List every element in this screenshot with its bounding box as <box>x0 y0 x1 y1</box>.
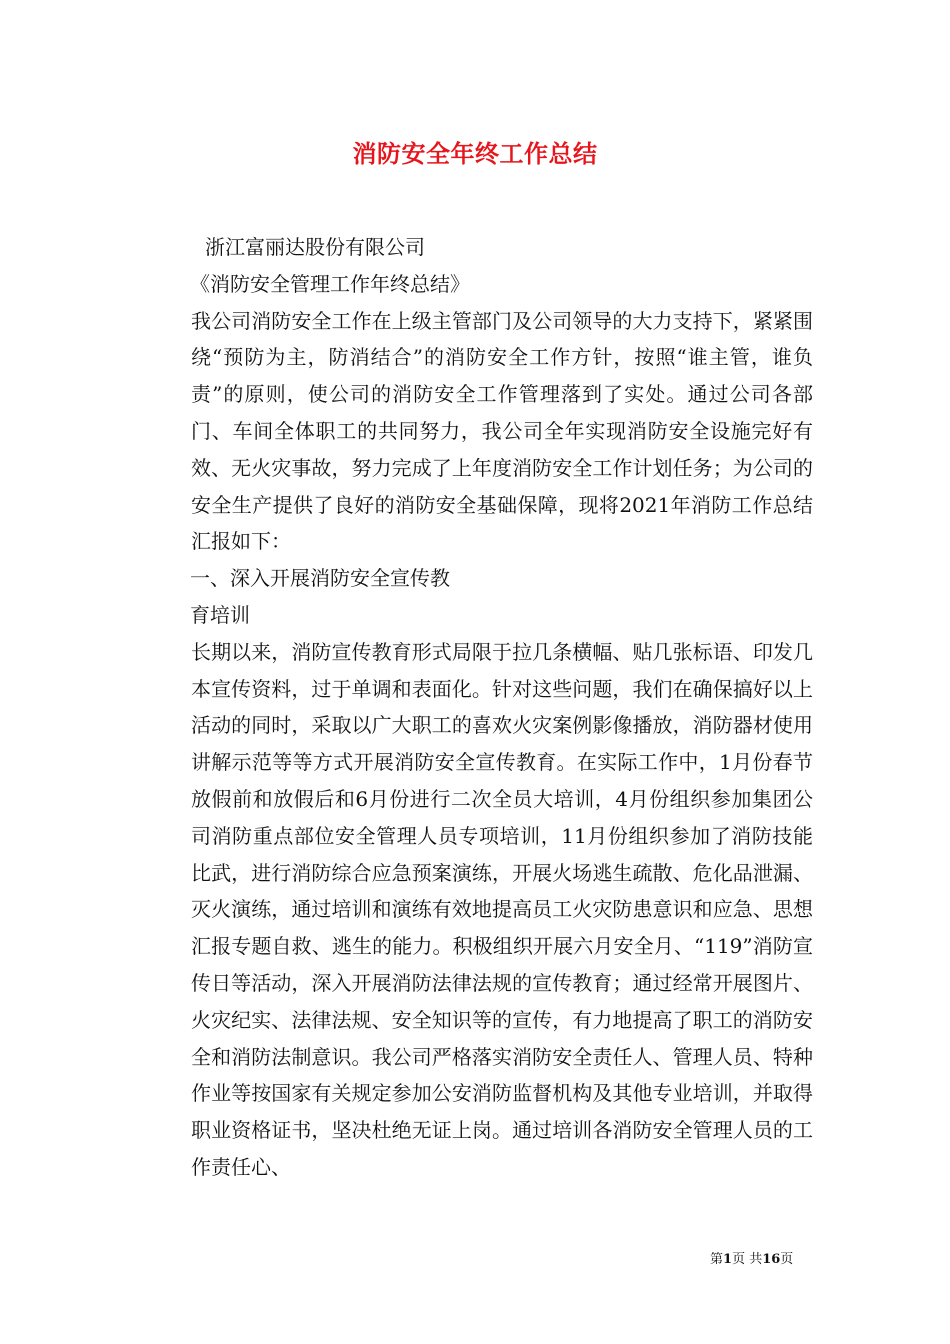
footer-total-pages: 16 <box>762 1252 781 1267</box>
body-paragraph-2-text: 长期以来，消防宣传教育形式局限于拉几条横幅、贴几张标语、印发几本宣传资料，过于单调和表面化。针对这些问题，我们在确保搞好以上活动的同时，采取以广大职工的喜欢火灾案例影像播放，消防器材使用讲解示范等等方式开展消防安全宣传教育。在实际工作中，1月份春节放假前和放假后和6月份进行二次全员大培训，4月份组织参加集团公司消防重点部位安全管理人员专项培训，11月份组织参加了消防技能比武，进行消防综合应急预案演练，开展火场逃生疏散、危化品泄漏、灭火演练，通过培训和演练有效地提高员工火灾防患意识和应急、思想汇报专题自救、逃生的能力。积极组织开展六月安全月、“119”消防宣传日等活动，深入开展消防法律法规的宣传教育；通过经常开展图片、火灾纪实、法律法规、安全知识等的宣传，有力地提高了职工的消防安全和消防法制意识。我公司严格落实消防安全责任人、管理人员、特种作业等按国家有关规定参加公安消防监督机构及其他专业培训，并取得职业资格证书，坚决杜绝无证上岗。通过培训各消防安全管理人员的工作责任心、 <box>191 639 813 1179</box>
footer-suffix: 页 <box>780 1252 794 1267</box>
company-name: 浙江富丽达股份有限公司 <box>205 235 425 259</box>
body-paragraph-1-text: 我公司消防安全工作在上级主管部门及公司领导的大力支持下，紧紧围绕“预防为主，防消结合”的消防安全工作方针，按照“谁主管，谁负责”的原则，使公司的消防安全工作管理落到了实处。通过公司各部门、车间全体职工的共同努力，我公司全年实现消防安全设施完好有效、无火灾事故，努力完成了上年度消防安全工作计划任务；为公司的安全生产提供了良好的消防安全基础保障，现将2021年消防工作总结汇报如下： <box>191 308 813 554</box>
document-subtitle: 《消防安全管理工作年终总结》 <box>190 271 470 296</box>
page-footer <box>710 1248 793 1267</box>
section-heading-1: 一、深入开展消防安全宣传教 <box>190 566 450 591</box>
section-heading-1-continued: 育培训 <box>190 602 250 627</box>
footer-current-page: 1 <box>723 1252 733 1267</box>
document-body <box>145 229 813 1186</box>
footer-middle: 页 共 <box>732 1252 763 1267</box>
footer-prefix: 第 <box>710 1252 724 1267</box>
document-title: 消防安全年终工作总结 <box>352 140 598 168</box>
body-paragraph-2 <box>145 634 813 1186</box>
body-paragraph-1 <box>145 303 813 561</box>
